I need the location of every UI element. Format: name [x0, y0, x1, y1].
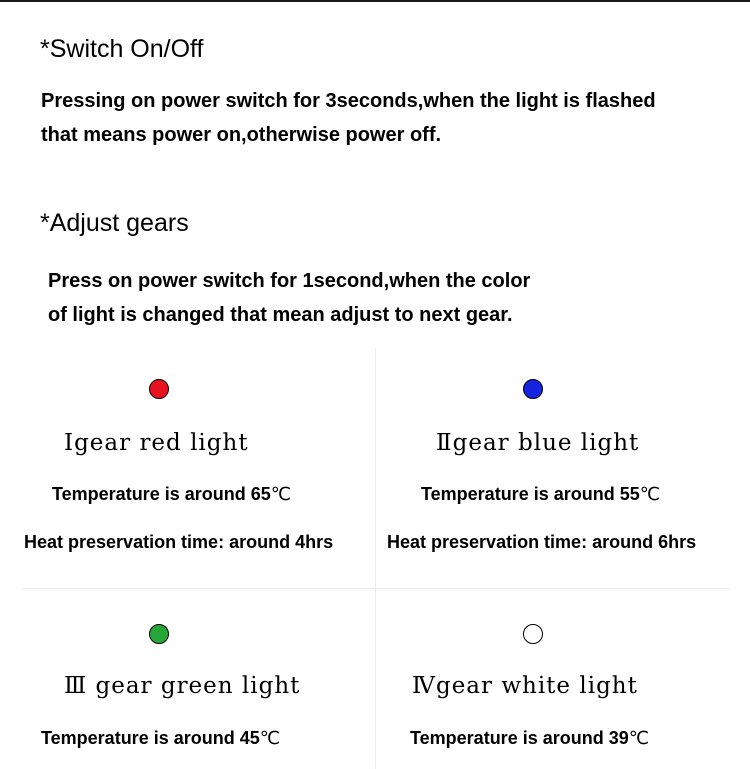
- gear-1-temperature: Temperature is around 65℃: [52, 484, 291, 504]
- gear-2-label: Ⅱgear blue light: [436, 430, 640, 456]
- gear-2-heat-time: Heat preservation time: around 6hrs: [387, 532, 697, 552]
- switch-description-line-1: Pressing on power switch for 3seconds,when the light is flashed: [41, 90, 656, 112]
- gear-cell-4: [375, 589, 750, 769]
- white-light-indicator-icon: [523, 624, 543, 644]
- adjust-gears-heading: *Adjust gears: [40, 209, 189, 237]
- gear-2-temperature: Temperature is around 55℃: [421, 484, 660, 504]
- top-divider: [0, 0, 750, 2]
- adjust-gears-description: [48, 264, 530, 332]
- blue-light-indicator-icon: [523, 379, 543, 399]
- switch-description: [41, 84, 656, 152]
- gear-3-temperature: Temperature is around 45℃: [41, 728, 280, 748]
- gear-4-label: Ⅳgear white light: [412, 673, 638, 699]
- gear-1-label: Ⅰgear red light: [64, 430, 249, 456]
- gear-grid: [0, 348, 750, 769]
- red-light-indicator-icon: [149, 379, 169, 399]
- gear-3-label: Ⅲ gear green light: [64, 673, 301, 699]
- gear-cell-1: [0, 348, 375, 588]
- adjust-description-line-2: of light is changed that mean adjust to next gear.: [48, 304, 513, 326]
- gear-cell-3: [0, 589, 375, 769]
- switch-heading: *Switch On/Off: [40, 35, 204, 63]
- adjust-description-line-1: Press on power switch for 1second,when the color: [48, 270, 531, 292]
- gear-cell-2: [375, 348, 750, 588]
- gear-1-heat-time: Heat preservation time: around 4hrs: [24, 532, 334, 552]
- switch-description-line-2: that means power on,otherwise power off.: [41, 124, 442, 146]
- green-light-indicator-icon: [149, 624, 169, 644]
- gear-4-temperature: Temperature is around 39℃: [410, 728, 649, 748]
